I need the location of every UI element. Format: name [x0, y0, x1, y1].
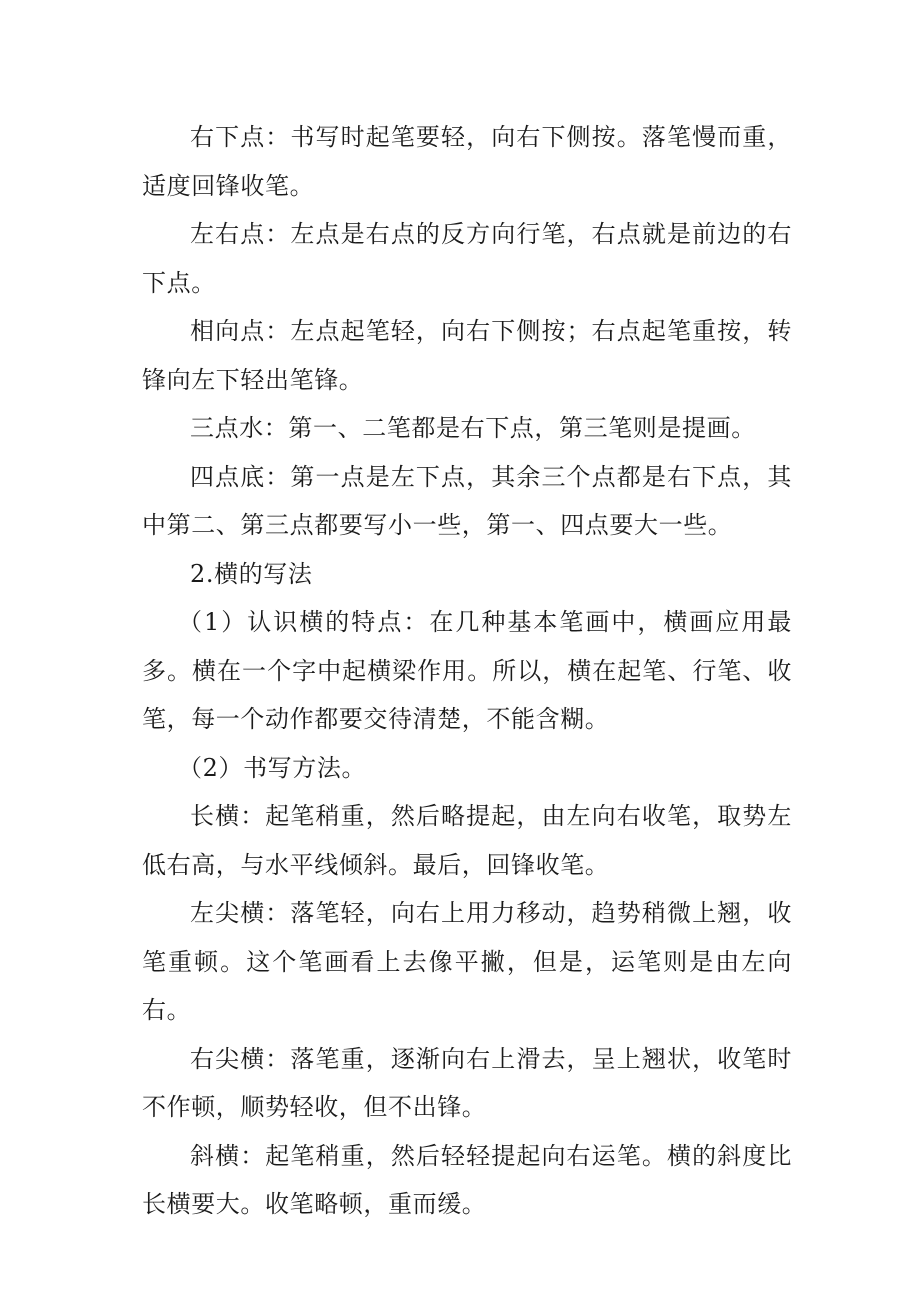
- paragraph-horizontal-features: （1）认识横的特点：在几种基本笔画中，横画应用最多。横在一个字中起横梁作用。所以，横在起笔、行笔、收笔，每一个动作都要交待清楚，不能含糊。: [142, 608, 792, 733]
- document-body: [142, 113, 792, 1229]
- paragraph-four-dots-bottom: 四点底：第一点是左下点，其余三个点都是右下点，其中第二、第三点都要写小一些，第一、四点要大一些。: [142, 462, 792, 539]
- paragraph-facing-dots: 相向点：左点起笔轻，向右下侧按；右点起笔重按，转锋向左下轻出笔锋。: [142, 317, 792, 394]
- paragraph-long-horizontal: 长横：起笔稍重，然后略提起，由左向右收笔，取势左低右高，与水平线倾斜。最后，回锋收笔。: [142, 802, 792, 879]
- paragraph-writing-method: （2）书写方法。: [178, 753, 367, 782]
- section-heading-horizontal-stroke: 2.横的写法: [190, 559, 313, 588]
- paragraph-three-dots-water: 三点水：第一、二笔都是右下点，第三笔则是提画。: [190, 414, 756, 442]
- paragraph-left-pointed-horizontal: 左尖横：落笔轻，向右上用力移动，趋势稍微上翘，收笔重顿。这个笔画看上去像平撇，但是，运笔则是由左向右。: [142, 899, 792, 1024]
- paragraph-left-right-dot: 左右点：左点是右点的反方向行笔，右点就是前边的右下点。: [142, 220, 792, 297]
- paragraph-slanted-horizontal: 斜横：起笔稍重，然后轻轻提起向右运笔。横的斜度比长横要大。收笔略顿，重而缓。: [142, 1141, 792, 1218]
- paragraph-right-down-dot: 右下点：书写时起笔要轻，向右下侧按。落笔慢而重，适度回锋收笔。: [142, 123, 792, 200]
- paragraph-right-pointed-horizontal: 右尖横：落笔重，逐渐向右上滑去，呈上翘状，收笔时不作顿，顺势轻收，但不出锋。: [142, 1044, 792, 1121]
